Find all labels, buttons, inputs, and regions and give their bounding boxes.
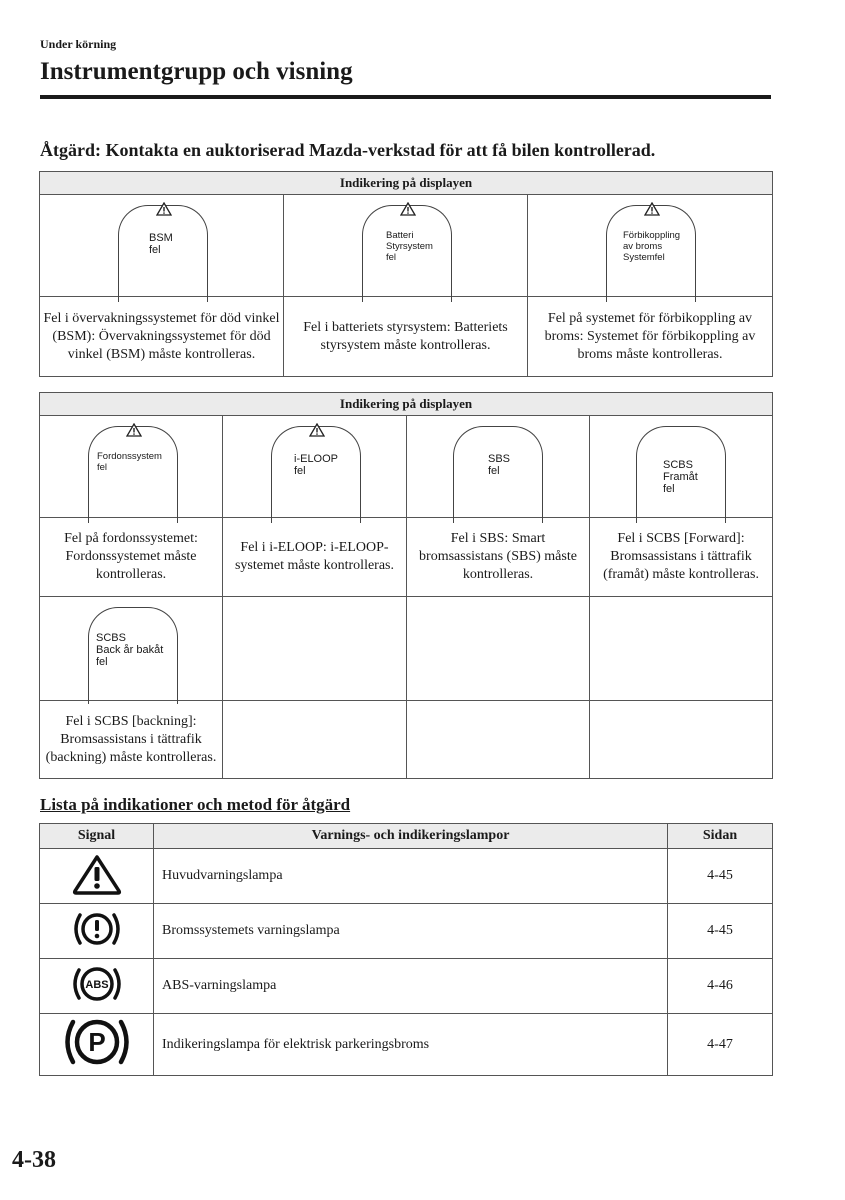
column-header-lamps: Varnings- och indikeringslampor <box>154 824 668 849</box>
description-cell: Fel i i-ELOOP: i-ELOOP-systemet måste kontrolleras. <box>223 518 407 597</box>
empty-cell <box>223 597 407 701</box>
warning-icon <box>126 423 142 437</box>
table-row <box>40 904 773 959</box>
title-rule <box>40 95 771 99</box>
display-cell <box>528 195 773 297</box>
display-cell <box>284 195 528 297</box>
p-text: P <box>87 1027 106 1057</box>
indicator-list-table <box>39 823 773 1076</box>
display-screen <box>88 426 178 523</box>
description-cell: Fel i SCBS [backning]: Bromsassistans i tättrafik (backning) måste kontrolleras. <box>40 701 223 779</box>
display-table-2 <box>39 392 773 779</box>
display-screen <box>362 205 452 302</box>
parking-brake-icon <box>59 1014 135 1070</box>
warning-icon <box>400 202 416 216</box>
table-row <box>40 849 773 904</box>
chapter-label: Under körning <box>40 37 117 51</box>
empty-cell <box>590 597 773 701</box>
lamp-name: Huvudvarningslampa <box>154 849 668 904</box>
description-cell: Fel i SBS: Smart bromsassistans (SBS) måste kontrolleras. <box>407 518 590 597</box>
display-cell <box>40 416 223 518</box>
description-cell: Fel i batteriets styrsystem: Batteriets styrsystem måste kontrolleras. <box>284 297 528 377</box>
action-heading: Åtgärd: Kontakta en auktoriserad Mazda-verkstad för att få bilen kontrollerad. <box>40 140 656 160</box>
signal-cell <box>40 849 154 904</box>
signal-cell <box>40 1014 154 1076</box>
list-heading: Lista på indikationer och metod för åtgärd <box>40 795 351 814</box>
table-header: Indikering på displayen <box>40 393 773 416</box>
abs-warning-icon <box>70 962 124 1006</box>
signal-cell <box>40 959 154 1014</box>
table-row <box>40 959 773 1014</box>
description-cell: Fel i övervakningssystemet för död vinkel (BSM): Övervakningssystemet för död vinkel (BSM) måste kontrolleras. <box>40 297 284 377</box>
display-text: SCBS Framåt fel <box>663 459 698 495</box>
display-text: Batteri Styrsystem fel <box>386 230 433 263</box>
column-header-signal: Signal <box>40 824 154 849</box>
display-screen <box>118 205 208 302</box>
display-text: Förbikoppling av broms Systemfel <box>623 230 681 263</box>
table-row <box>40 1014 773 1076</box>
master-warning-icon <box>71 853 123 895</box>
column-header-page: Sidan <box>668 824 773 849</box>
warning-icon <box>309 423 325 437</box>
empty-cell <box>223 701 407 779</box>
description-cell: Fel på systemet för förbikoppling av broms: Systemet för förbikoppling av broms måste kontrolleras. <box>528 297 773 377</box>
empty-cell <box>590 701 773 779</box>
lamp-name: Bromssystemets varningslampa <box>154 904 668 959</box>
description-cell: Fel i SCBS [Forward]: Bromsassistans i tättrafik (framåt) måste kontrolleras. <box>590 518 773 597</box>
abs-text: ABS <box>84 978 109 991</box>
display-screen <box>271 426 361 523</box>
display-screen <box>88 607 178 704</box>
display-screen <box>606 205 696 302</box>
brake-warning-icon <box>70 907 124 951</box>
page-number: 4-38 <box>12 1147 56 1173</box>
page-ref: 4-45 <box>668 849 773 904</box>
page-ref: 4-47 <box>668 1014 773 1076</box>
empty-cell <box>407 701 590 779</box>
display-cell <box>223 416 407 518</box>
signal-cell <box>40 904 154 959</box>
display-text: i-ELOOP fel <box>294 453 339 477</box>
empty-cell <box>407 597 590 701</box>
display-text: SBS fel <box>488 453 511 477</box>
display-cell <box>40 195 284 297</box>
display-screen <box>453 426 543 523</box>
display-cell <box>590 416 773 518</box>
display-text: Fordonssystem fel <box>97 451 162 473</box>
display-text: SCBS Back år bakåt fel <box>96 632 164 668</box>
page-ref: 4-46 <box>668 959 773 1014</box>
table-header: Indikering på displayen <box>40 172 773 195</box>
lamp-name: ABS-varningslampa <box>154 959 668 1014</box>
display-screen <box>636 426 726 523</box>
display-cell <box>407 416 590 518</box>
warning-icon <box>156 202 172 216</box>
description-cell: Fel på fordonssystemet: Fordonssystemet måste kontrolleras. <box>40 518 223 597</box>
warning-icon <box>644 202 660 216</box>
display-table-1 <box>39 171 773 377</box>
display-text: BSM fel <box>149 232 173 256</box>
lamp-name: Indikeringslampa för elektrisk parkeringsbroms <box>154 1014 668 1076</box>
display-cell <box>40 597 223 701</box>
page-title: Instrumentgrupp och visning <box>40 58 353 85</box>
page-ref: 4-45 <box>668 904 773 959</box>
